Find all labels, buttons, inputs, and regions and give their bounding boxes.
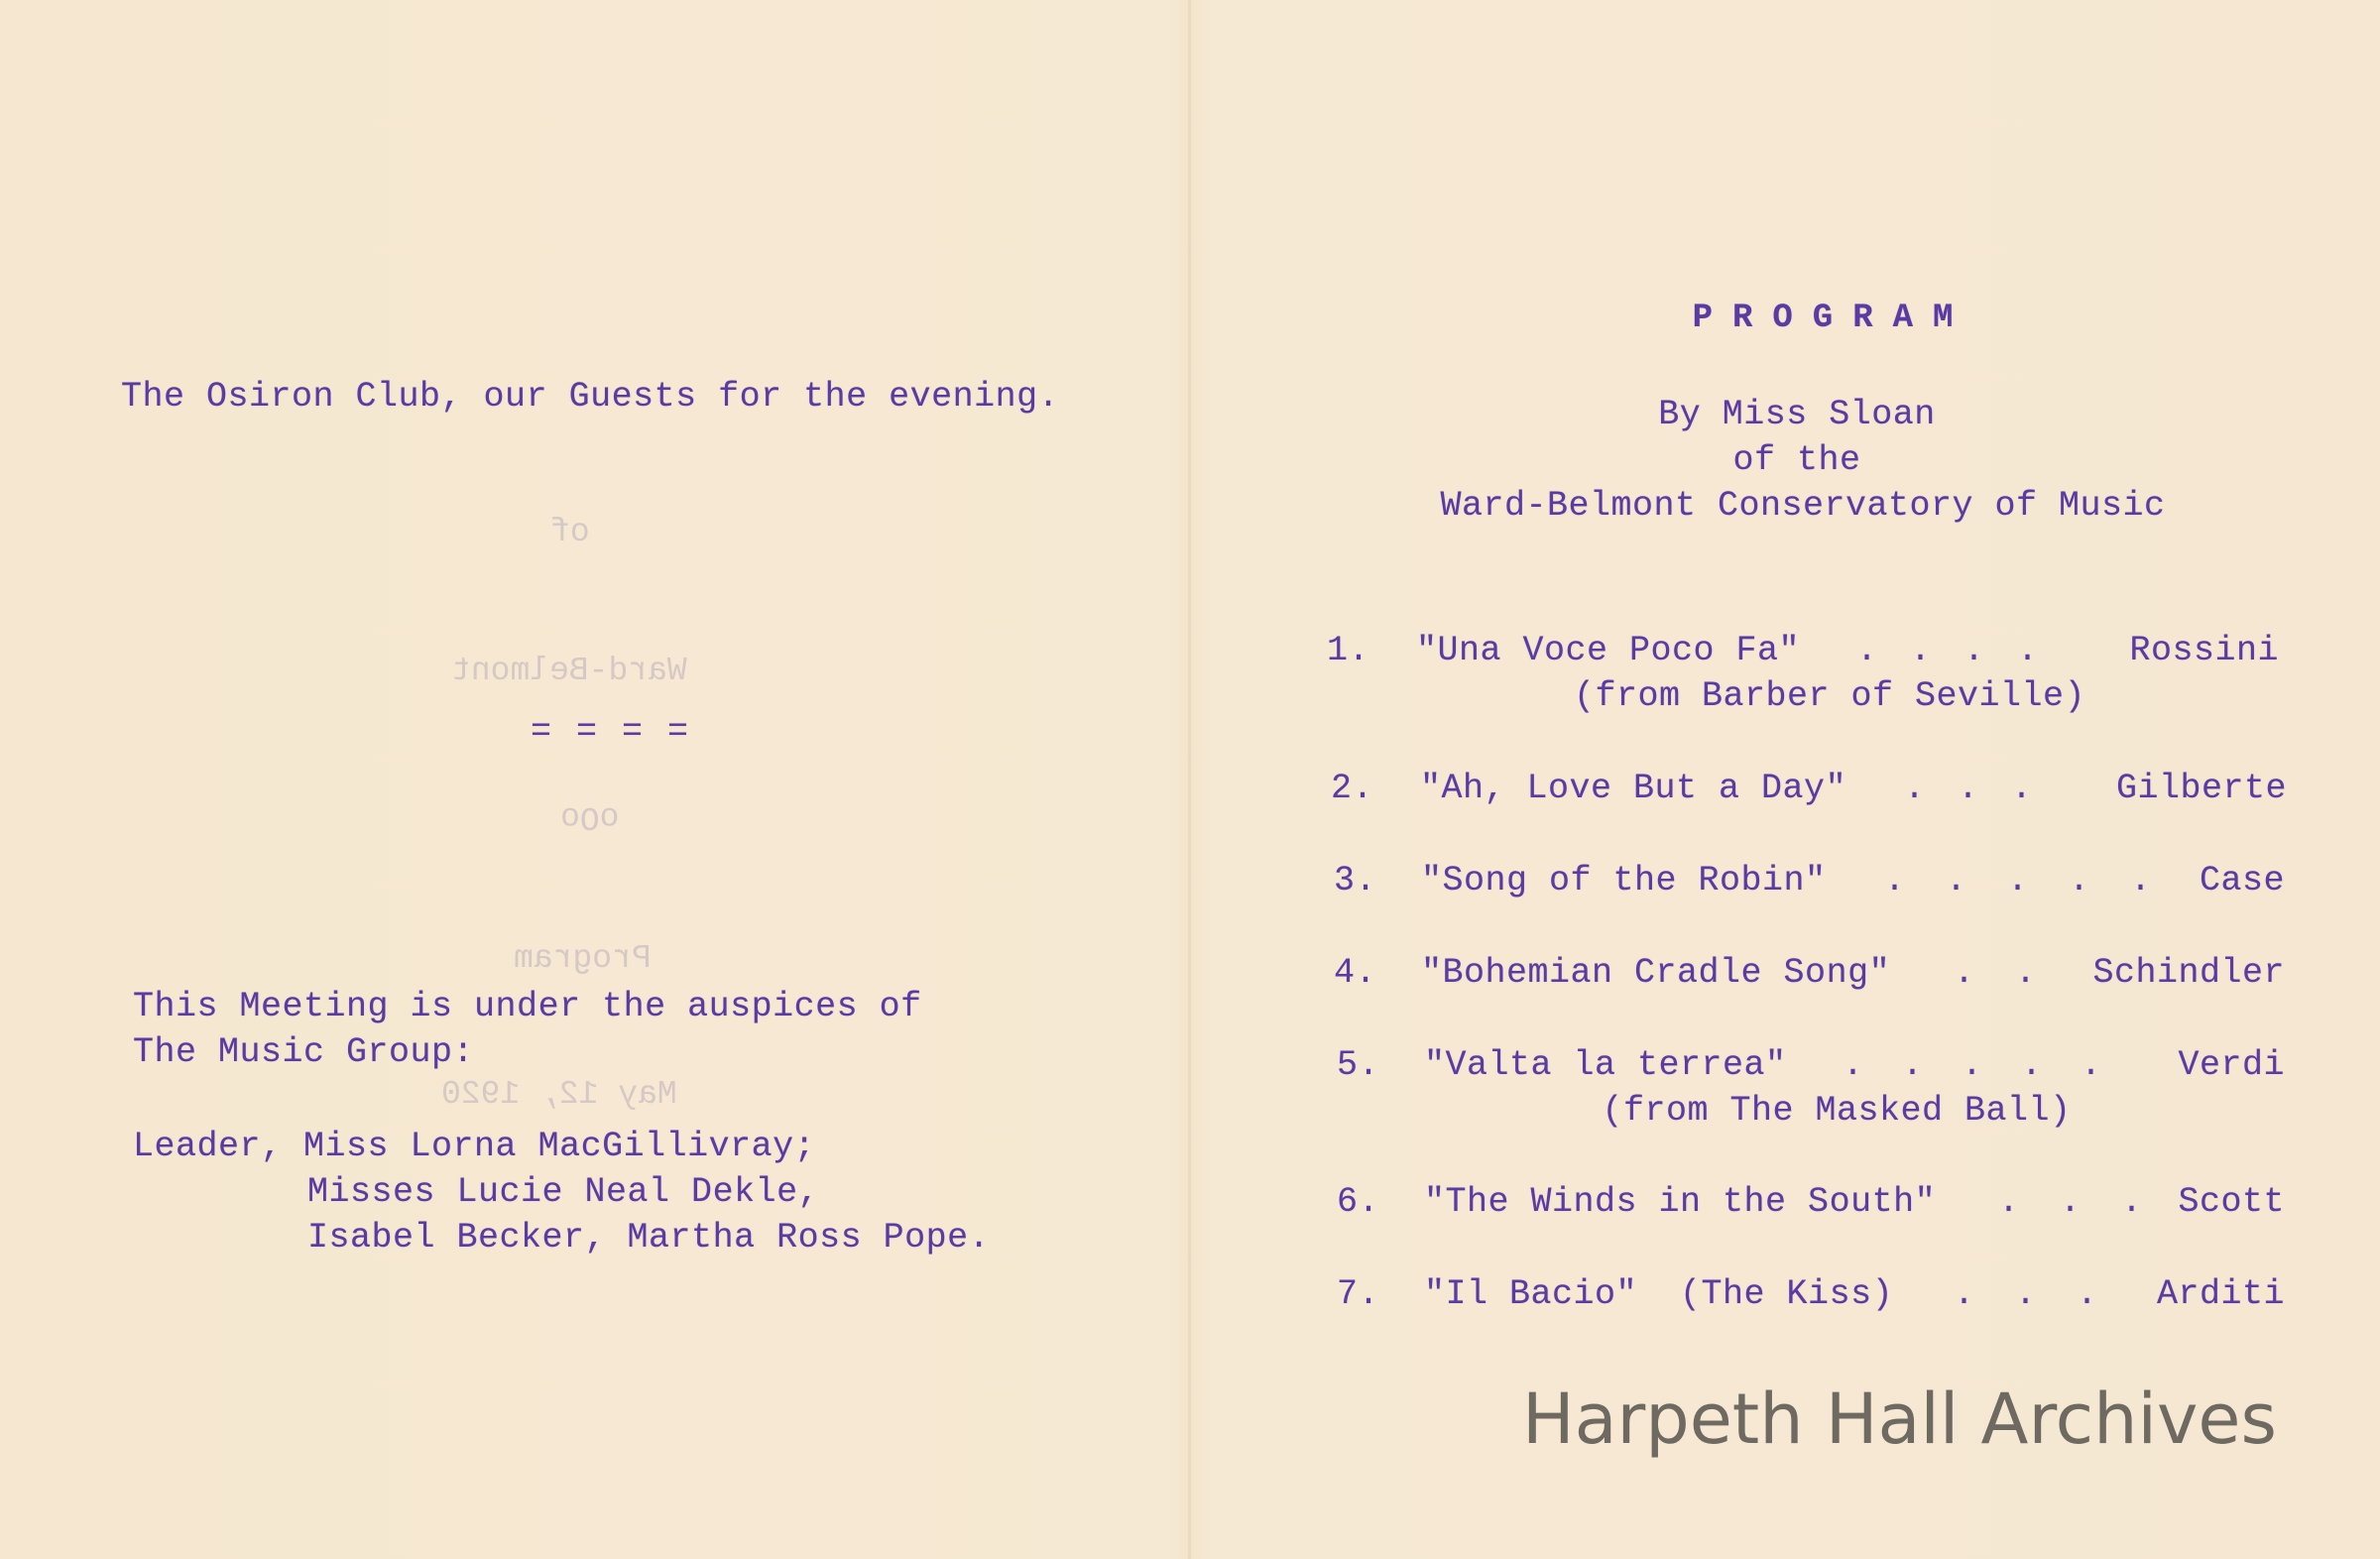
item-composer: Gilberte [2115, 769, 2287, 808]
item-leader-dots: . . . [1998, 1182, 2153, 1222]
program-title: PROGRAM [1692, 300, 1973, 337]
item-title: "Una Voce Poco Fa" [1416, 631, 1801, 670]
performer-line: By Miss Sloan [1658, 395, 1936, 434]
item-title: "Bohemian Cradle Song" [1421, 953, 1891, 993]
item-number: 1. [1327, 631, 1370, 670]
item-composer: Schindler [2092, 953, 2285, 993]
auspices-line: The Music Group: [133, 1032, 475, 1072]
auspices-line: This Meeting is under the auspices of [133, 987, 922, 1026]
item-number: 2. [1331, 769, 1374, 808]
item-note: (from The Masked Ball) [1602, 1091, 2072, 1131]
item-note: (from Barber of Seville) [1573, 676, 2086, 716]
item-number: 6. [1337, 1182, 1380, 1222]
item-leader-dots: . . [1954, 953, 2047, 993]
archive-watermark: Harpeth Hall Archives [1522, 1379, 2277, 1460]
item-title: "Ah, Love But a Day" [1420, 769, 1847, 808]
item-composer: Rossini [2129, 631, 2279, 670]
show-through-text: of [550, 514, 590, 550]
performer-of-line: of the [1732, 440, 1861, 480]
item-title: "The Winds in the South" [1424, 1182, 1937, 1222]
guests-line: The Osiron Club, our Guests for the evening. [121, 377, 1060, 417]
item-number: 3. [1334, 861, 1377, 900]
conservatory-line: Ward-Belmont Conservatory of Music [1440, 486, 2166, 526]
item-leader-dots: . . . . . [1843, 1045, 2111, 1085]
item-leader-dots: . . . [1954, 1274, 2108, 1314]
item-leader-dots: . . . [1904, 769, 2039, 808]
item-composer: Verdi [2178, 1045, 2285, 1085]
show-through-text: Program [514, 940, 652, 977]
item-number: 4. [1334, 953, 1377, 993]
leader-line: Leader, Miss Lorna MacGillivray; [133, 1127, 816, 1166]
center-fold [1188, 0, 1191, 1559]
show-through-text: May 12, 1920 [441, 1076, 677, 1113]
item-leader-dots: . . . . [1856, 631, 2045, 670]
item-composer: Scott [2178, 1182, 2285, 1222]
item-number: 5. [1337, 1045, 1380, 1085]
item-title: "Il Bacio" (The Kiss) [1424, 1274, 1894, 1314]
item-number: 7. [1337, 1274, 1380, 1314]
show-through-text: Ward-Belmont [451, 653, 687, 689]
item-title: "Song of the Robin" [1421, 861, 1827, 900]
divider: = = = = [531, 712, 691, 752]
item-composer: Arditi [2156, 1274, 2285, 1314]
item-title: "Valta la terrea" [1424, 1045, 1787, 1085]
show-through-text: oOo [560, 798, 620, 835]
item-leader-dots: . . . . . [1884, 861, 2162, 900]
members-line: Misses Lucie Neal Dekle, [307, 1172, 820, 1212]
item-composer: Case [2199, 861, 2285, 900]
members-line: Isabel Becker, Martha Ross Pope. [307, 1218, 991, 1258]
